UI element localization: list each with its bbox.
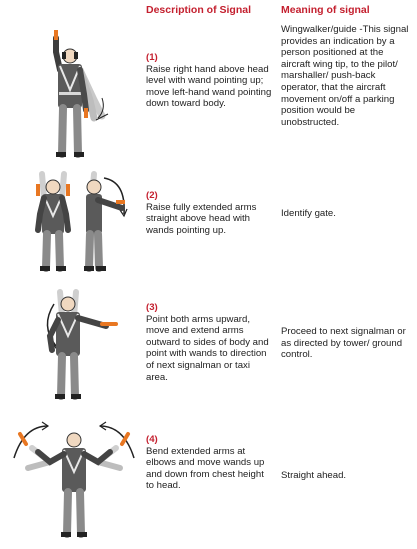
signal-2-description-text: Raise fully extended arms straight above head with wands pointing up.: [146, 201, 257, 236]
signal-1-description-text: Raise right hand above head level with wand pointing up; move left-hand wand pointing down toward body.: [146, 63, 272, 110]
signal-1-number: (1): [146, 52, 158, 63]
signal-3-description: [146, 302, 274, 383]
signal-2-number: (2): [146, 190, 158, 201]
signal-4-number: (4): [146, 434, 158, 445]
proceed-figure: [10, 286, 138, 406]
signal-row-1: [0, 18, 417, 168]
signal-row-4: [0, 410, 417, 545]
signal-2-meaning: Identify gate.: [281, 208, 336, 219]
signal-row-3: [0, 286, 417, 406]
meaning-header: Meaning of signal: [281, 4, 370, 16]
signal-3-meaning: Proceed to next signalman or as directed by tower/ ground control.: [281, 326, 406, 361]
signal-4-description-text: Bend extended arms at elbows and move wands up and down from chest height to head.: [146, 445, 265, 492]
straight-ahead-figure: [10, 418, 138, 545]
wingwalker-figure: [10, 30, 138, 168]
signal-2-description: [146, 190, 274, 236]
description-header: Description of Signal: [146, 4, 252, 16]
identify-gate-figure: [10, 170, 138, 276]
signal-4-meaning: Straight ahead.: [281, 470, 347, 481]
signal-1-meaning: Wingwalker/guide -This signal provides an indication by a person positioned at the aircraft wing tip, to the pilot/ marshaller/ push-back operator, that the aircraft movement on/off a parking position would be unobstructed.: [281, 24, 409, 128]
signal-4-description: [146, 434, 274, 492]
signal-row-2: [0, 172, 417, 282]
signal-1-description: [146, 52, 274, 110]
signal-3-number: (3): [146, 302, 158, 313]
signal-3-description-text: Point both arms upward, move and extend arms outward to sides of body and point with wands to direction of next signalman or taxi area.: [146, 313, 269, 383]
